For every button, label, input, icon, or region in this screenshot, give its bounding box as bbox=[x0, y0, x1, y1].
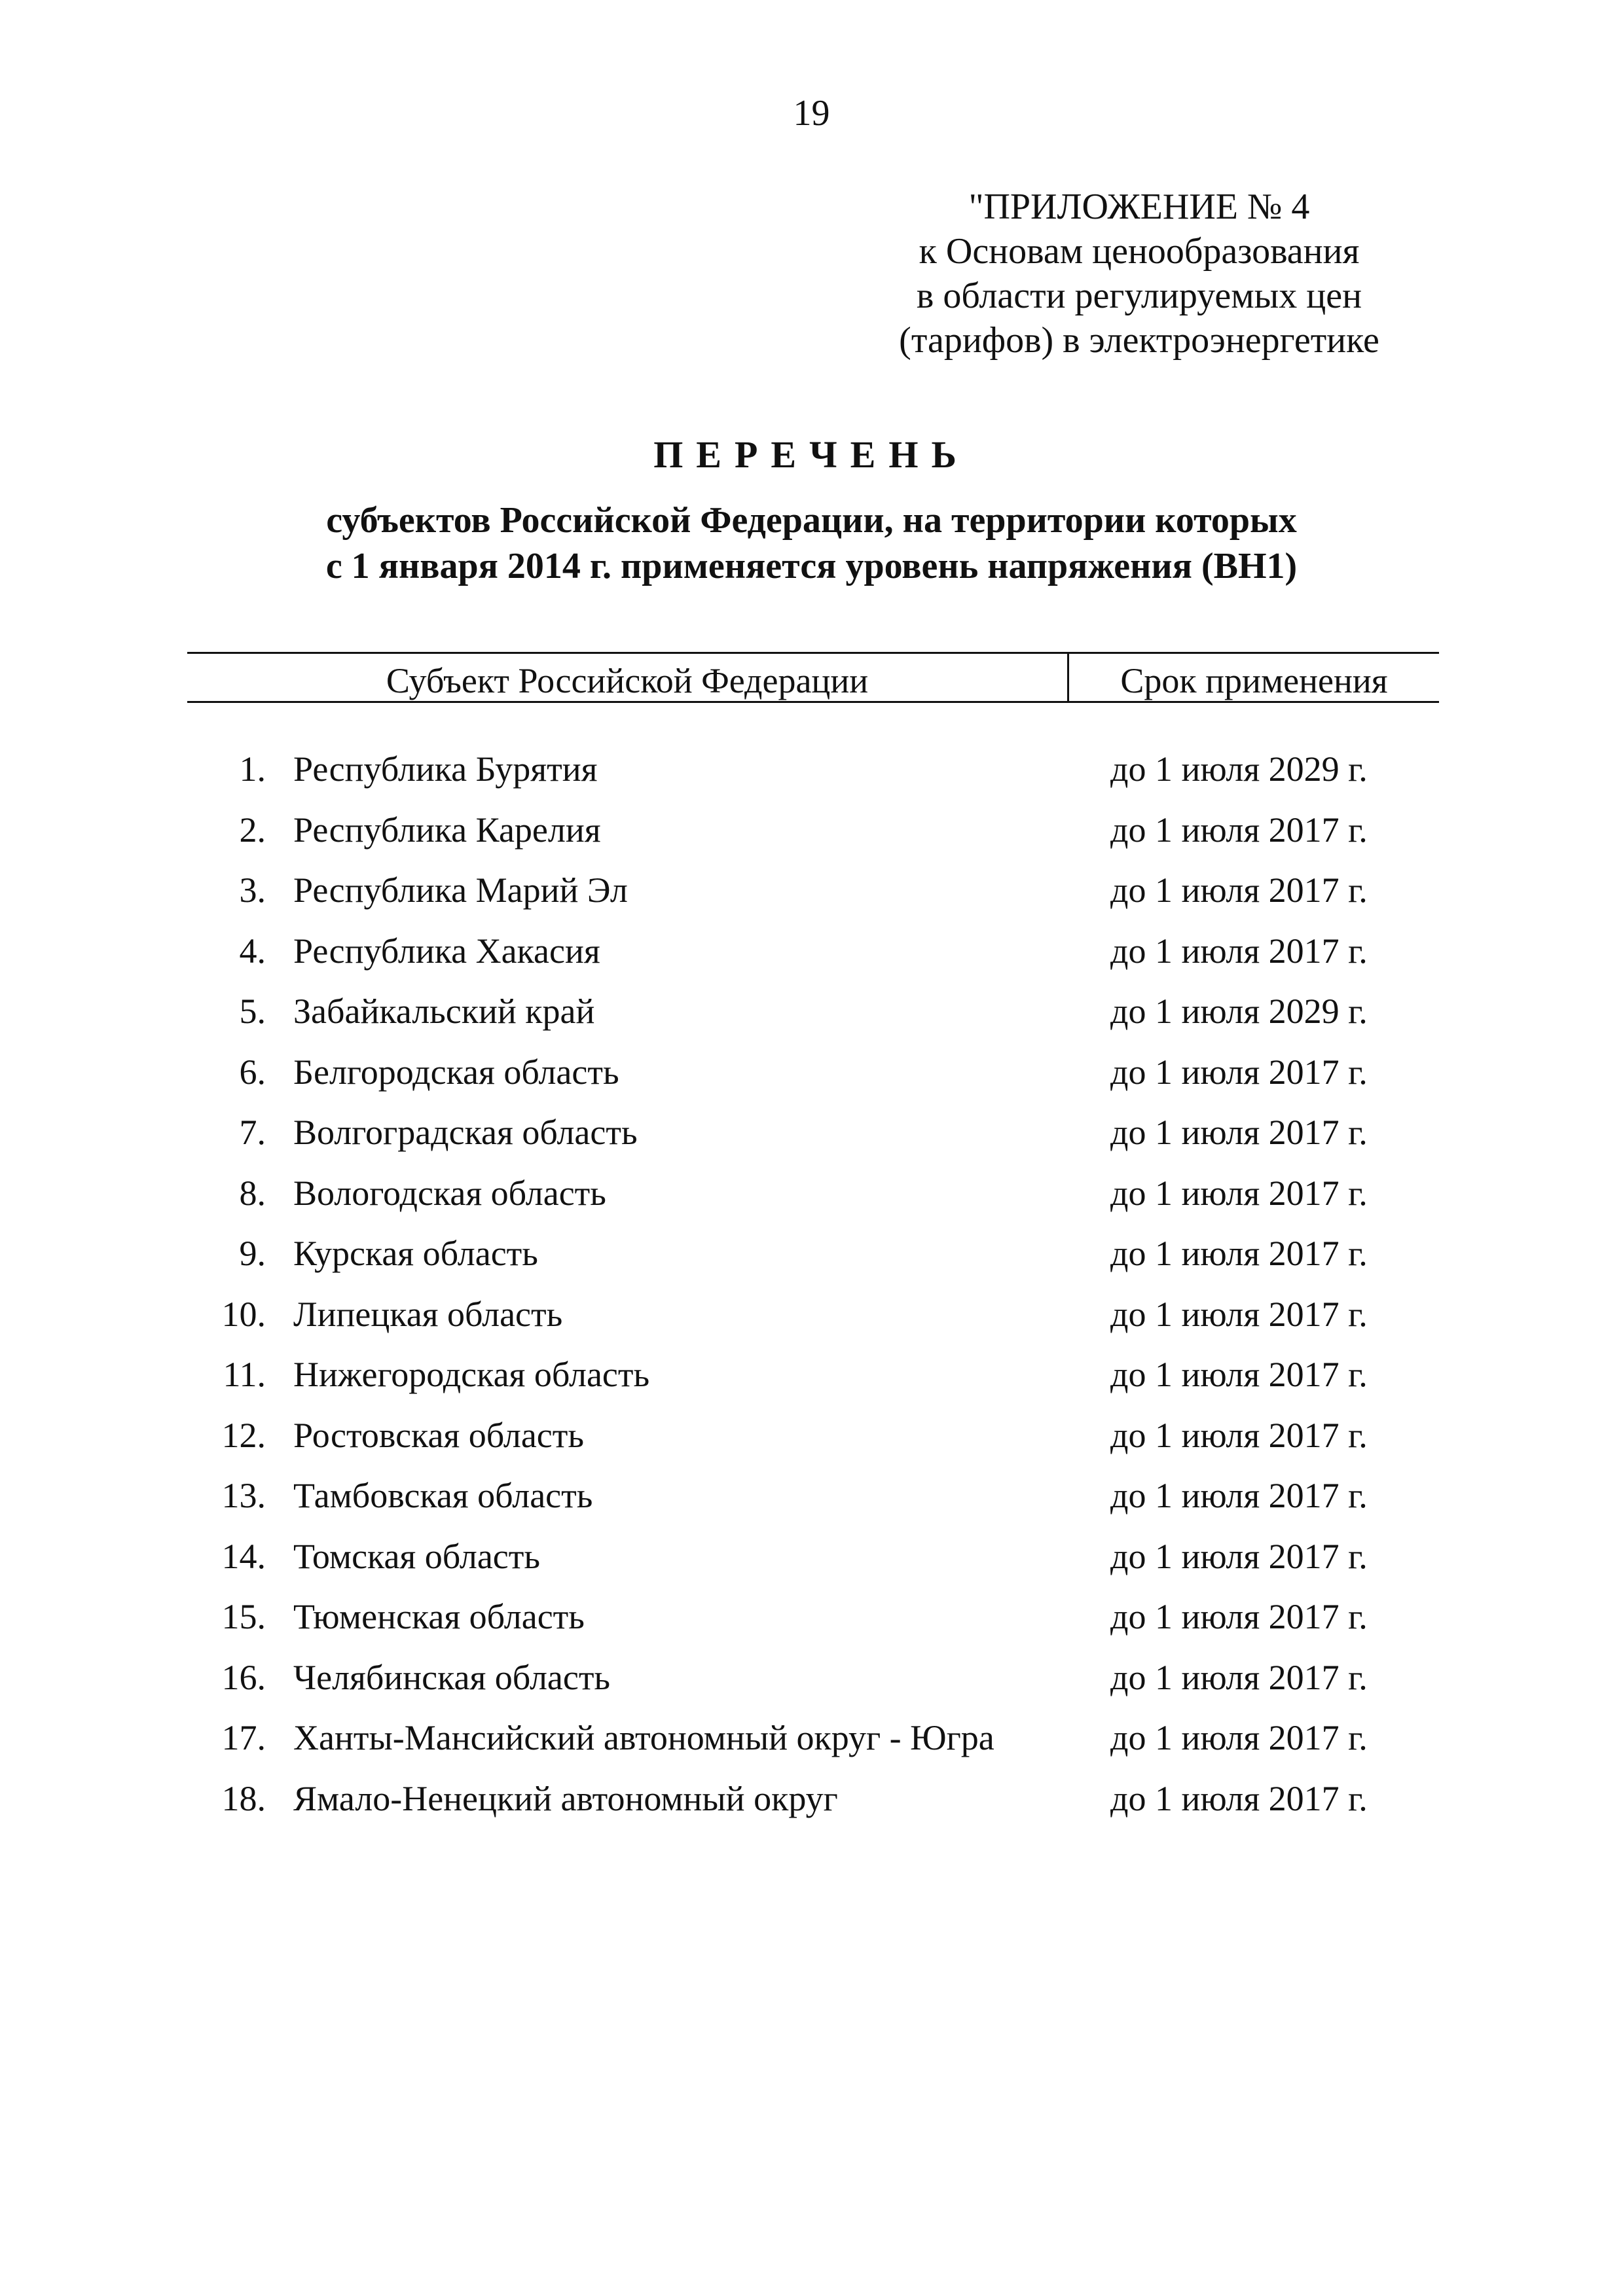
appendix-line: к Основам ценообразования bbox=[919, 231, 1360, 272]
row-subject-name: Республика Хакасия bbox=[293, 931, 600, 971]
table-row bbox=[187, 1170, 1439, 1231]
table-row bbox=[187, 1109, 1439, 1170]
row-subject-name: Ростовская область bbox=[293, 1415, 584, 1455]
table-row bbox=[187, 1655, 1439, 1715]
row-subject-name: Республика Карелия bbox=[293, 810, 601, 850]
subtitle-line: субъектов Российской Федерации, на территории которых bbox=[326, 500, 1297, 541]
row-number: 6. bbox=[239, 1052, 266, 1092]
table-body bbox=[187, 746, 1439, 1836]
row-term: до 1 июля 2017 г. bbox=[1110, 1657, 1368, 1697]
row-term: до 1 июля 2017 г. bbox=[1110, 1536, 1368, 1576]
row-subject-name: Вологодская область bbox=[293, 1173, 606, 1213]
table-row bbox=[187, 746, 1439, 807]
row-number: 7. bbox=[239, 1113, 266, 1152]
appendix-heading bbox=[851, 185, 1427, 363]
row-number: 17. bbox=[221, 1718, 266, 1757]
row-number: 9. bbox=[239, 1234, 266, 1273]
row-subject-name: Республика Бурятия bbox=[293, 749, 598, 789]
row-term: до 1 июля 2029 г. bbox=[1110, 749, 1368, 789]
subtitle-line: с 1 января 2014 г. применяется уровень напряжения (ВН1) bbox=[325, 546, 1298, 586]
column-header-term: Срок применения bbox=[1120, 661, 1388, 700]
row-term: до 1 июля 2017 г. bbox=[1110, 1173, 1368, 1213]
row-term: до 1 июля 2017 г. bbox=[1110, 931, 1368, 971]
row-number: 16. bbox=[221, 1657, 266, 1697]
table-row bbox=[187, 1534, 1439, 1594]
row-number: 3. bbox=[239, 870, 266, 910]
table-row bbox=[187, 807, 1439, 868]
row-subject-name: Липецкая область bbox=[293, 1294, 563, 1334]
row-subject-name: Белгородская область bbox=[293, 1052, 619, 1092]
row-term: до 1 июля 2017 г. bbox=[1110, 870, 1368, 910]
table-row bbox=[187, 1776, 1439, 1837]
row-term: до 1 июля 2017 г. bbox=[1110, 1052, 1368, 1092]
row-number: 11. bbox=[223, 1355, 266, 1394]
row-term: до 1 июля 2017 г. bbox=[1110, 1294, 1368, 1334]
row-subject-name: Ямало-Ненецкий автономный округ bbox=[293, 1778, 838, 1818]
row-term: до 1 июля 2017 г. bbox=[1110, 810, 1368, 850]
page-number: 19 bbox=[793, 93, 830, 134]
table-row bbox=[187, 1715, 1439, 1776]
row-term: до 1 июля 2017 г. bbox=[1110, 1476, 1368, 1515]
row-subject-name: Томская область bbox=[293, 1536, 540, 1576]
row-number: 1. bbox=[239, 749, 266, 789]
row-number: 8. bbox=[239, 1173, 266, 1213]
row-number: 4. bbox=[239, 931, 266, 971]
row-number: 5. bbox=[239, 992, 266, 1031]
table-row bbox=[187, 928, 1439, 989]
table-row bbox=[187, 1594, 1439, 1655]
row-number: 13. bbox=[221, 1476, 266, 1515]
row-term: до 1 июля 2017 г. bbox=[1110, 1597, 1368, 1636]
row-subject-name: Ханты-Мансийский автономный округ - Югра bbox=[293, 1718, 994, 1757]
row-number: 18. bbox=[221, 1778, 266, 1818]
table-row bbox=[187, 1473, 1439, 1534]
row-term: до 1 июля 2029 г. bbox=[1110, 992, 1368, 1031]
document-title: ПЕРЕЧЕНЬ bbox=[653, 433, 970, 476]
row-subject-name: Курская область bbox=[293, 1234, 538, 1273]
row-subject-name: Тамбовская область bbox=[293, 1476, 593, 1515]
table-row bbox=[187, 1352, 1439, 1412]
row-term: до 1 июля 2017 г. bbox=[1110, 1113, 1368, 1152]
row-number: 2. bbox=[239, 810, 266, 850]
table-row bbox=[187, 1230, 1439, 1291]
appendix-line: "ПРИЛОЖЕНИЕ № 4 bbox=[968, 187, 1310, 227]
row-term: до 1 июля 2017 г. bbox=[1110, 1778, 1368, 1818]
row-number: 14. bbox=[221, 1536, 266, 1576]
row-term: до 1 июля 2017 г. bbox=[1110, 1718, 1368, 1757]
column-header-subject: Субъект Российской Федерации bbox=[187, 654, 1069, 701]
table-row bbox=[187, 1291, 1439, 1352]
row-subject-name: Волгоградская область bbox=[293, 1113, 638, 1152]
appendix-line: (тарифов) в электроэнергетике bbox=[899, 320, 1379, 361]
row-number: 10. bbox=[221, 1294, 266, 1334]
row-subject-name: Республика Марий Эл bbox=[293, 870, 628, 910]
row-term: до 1 июля 2017 г. bbox=[1110, 1415, 1368, 1455]
table-row bbox=[187, 988, 1439, 1049]
row-term: до 1 июля 2017 г. bbox=[1110, 1234, 1368, 1273]
appendix-line: в области регулируемых цен bbox=[916, 276, 1362, 316]
document-subtitle bbox=[0, 497, 1623, 589]
row-subject-name: Челябинская область bbox=[293, 1657, 611, 1697]
row-number: 12. bbox=[221, 1415, 266, 1455]
row-subject-name: Забайкальский край bbox=[293, 992, 595, 1031]
table-row bbox=[187, 1049, 1439, 1110]
table-row bbox=[187, 867, 1439, 928]
row-subject-name: Тюменская область bbox=[293, 1597, 585, 1636]
row-number: 15. bbox=[221, 1597, 266, 1636]
table-header bbox=[187, 652, 1439, 703]
row-term: до 1 июля 2017 г. bbox=[1110, 1355, 1368, 1394]
row-subject-name: Нижегородская область bbox=[293, 1355, 650, 1394]
table-row bbox=[187, 1412, 1439, 1473]
